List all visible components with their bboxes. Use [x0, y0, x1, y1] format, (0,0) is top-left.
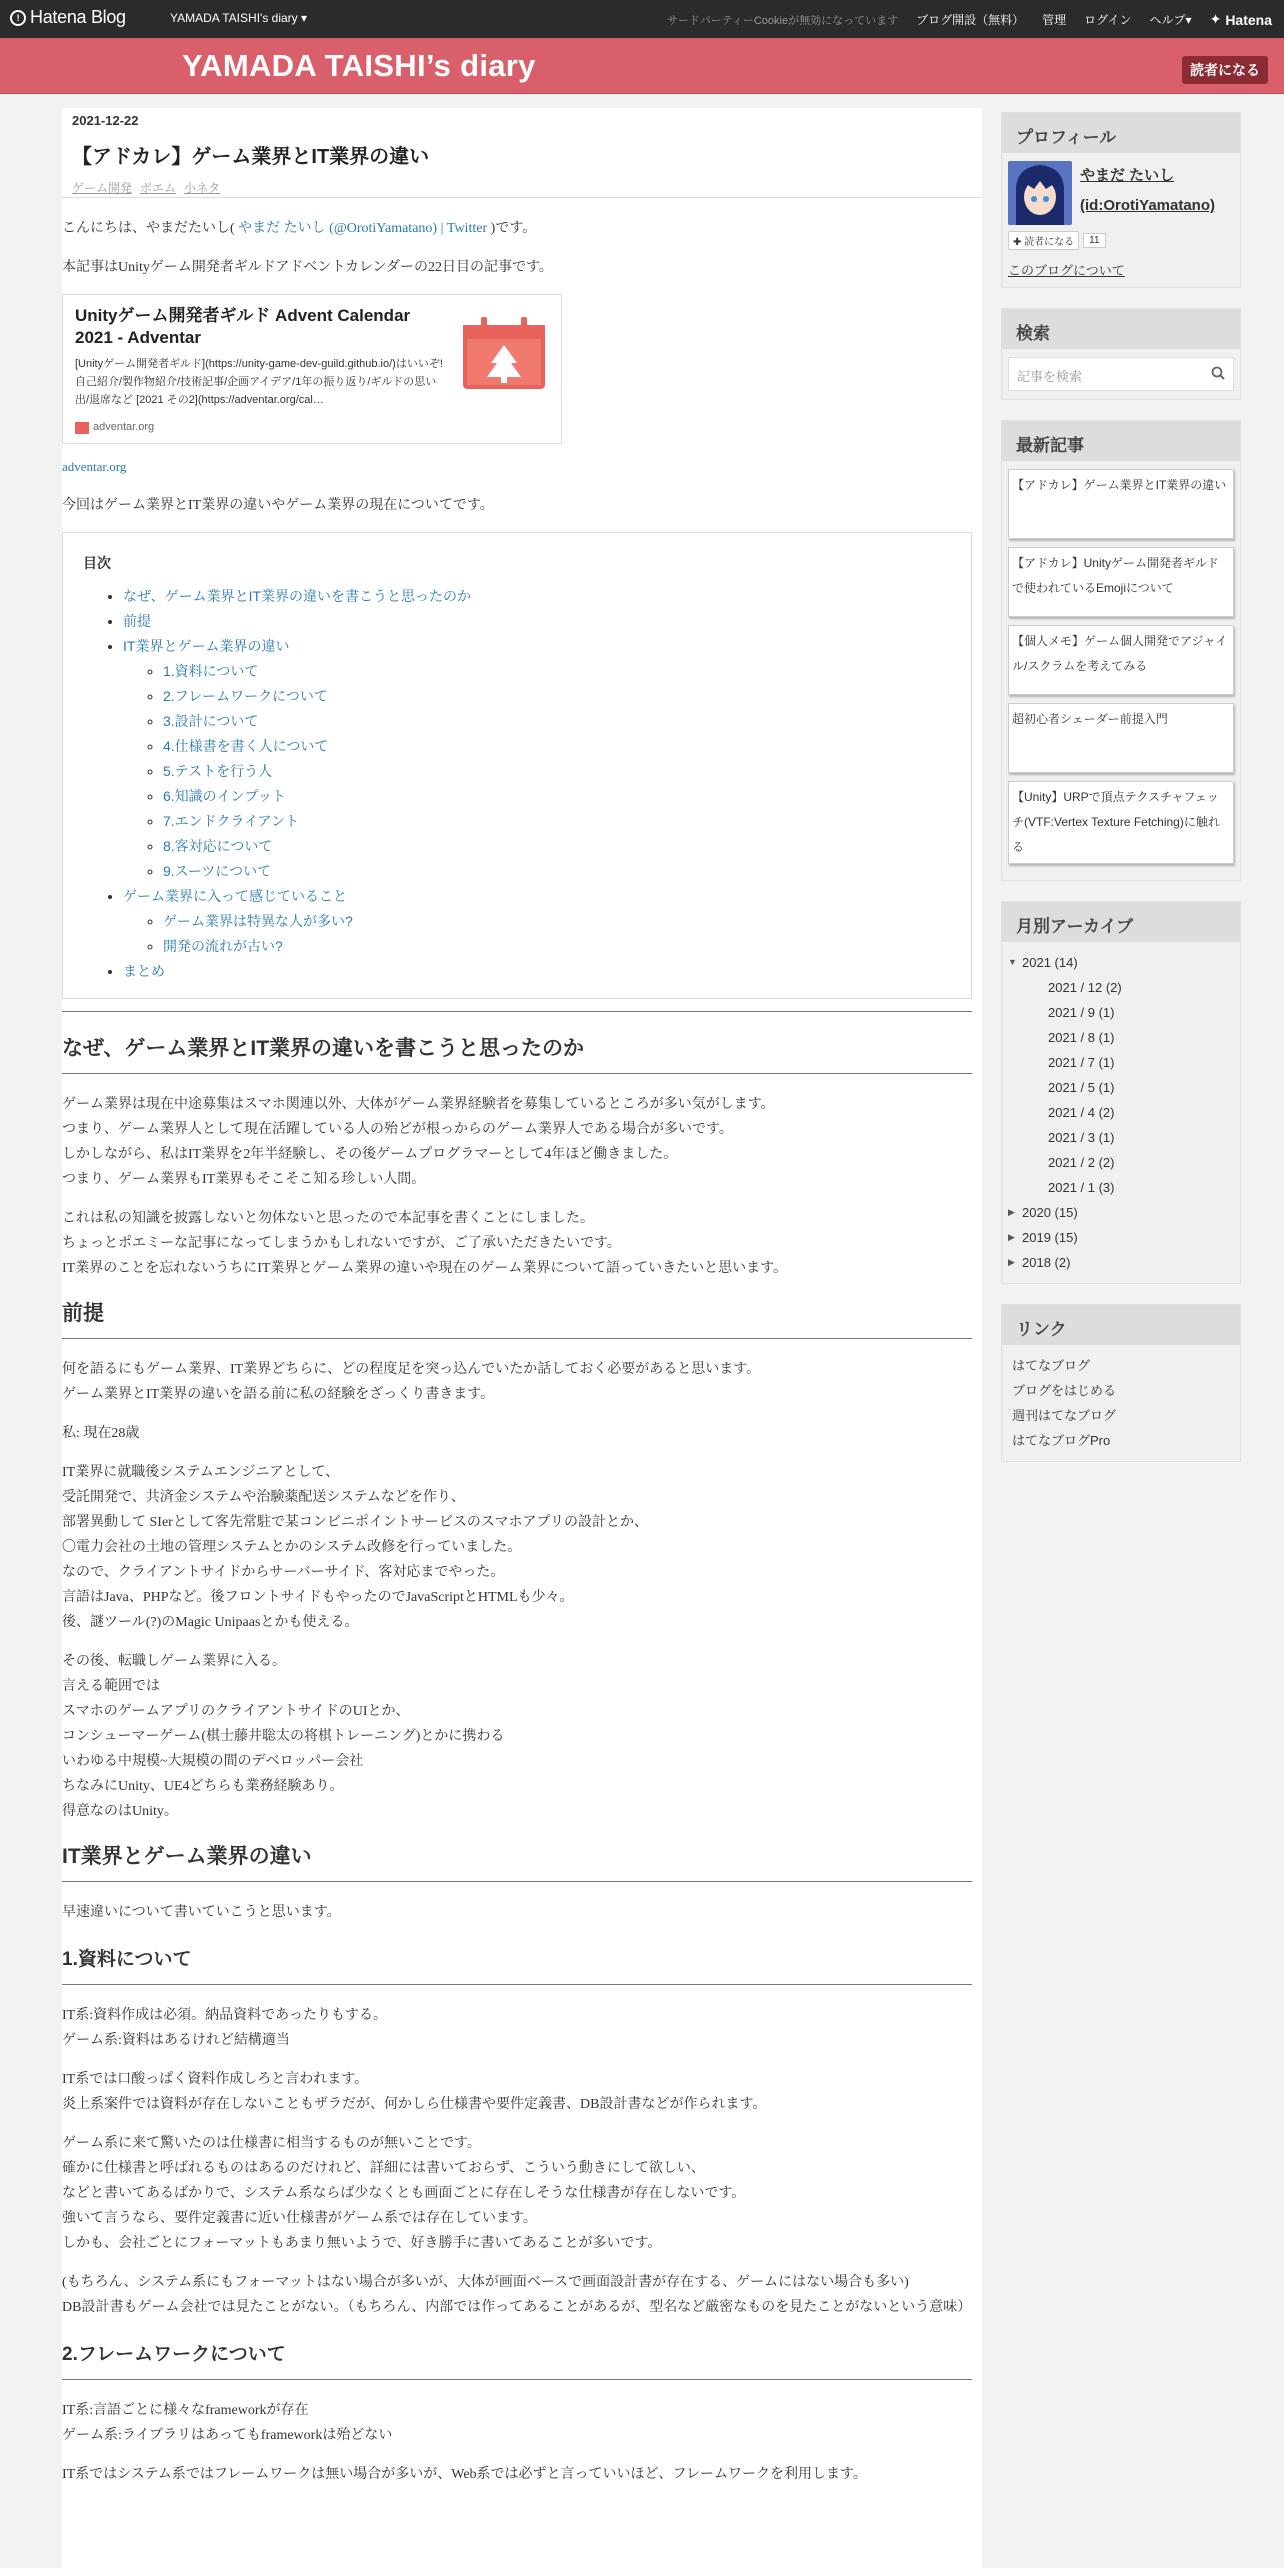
text-line: 何を語るにもゲーム業界、IT業界どちらに、どの程度足を突っ込んでいたか話しておく必要があると思います。 — [62, 1362, 761, 1377]
toc-link[interactable]: 7.エンドクライアント — [163, 813, 299, 829]
profile-module — [1001, 112, 1241, 288]
toc-subitem — [163, 834, 951, 859]
links-module — [1001, 1304, 1241, 1462]
text-line: (もちろん、システム系にもフォーマットはない場合が多いが、大体が画面ベースで画面設計書が存在する、ゲームにはない場合も多い) — [62, 2275, 909, 2290]
text-line: しかも、会社ごとにフォーマットもあまり無いようで、好き勝手に書いてあることが多いです。 — [62, 2236, 662, 2251]
card-site-label: adventar.org — [93, 421, 155, 433]
toc-title: 目次 — [83, 555, 111, 571]
text-line: DB設計書もゲーム会社では見たことがない。（もちろん、内部では作ってあることがあるが、型名など厳密なものを見たことがないという意味） — [62, 2300, 972, 2315]
archive-year[interactable] — [1008, 950, 1234, 975]
search-placeholder: 記事を検索 — [1017, 369, 1083, 384]
toc-item — [123, 609, 951, 634]
module-title: 検索 — [1002, 309, 1240, 349]
category-link[interactable]: 小ネタ — [184, 181, 221, 195]
sidebar-link[interactable]: ブログをはじめる — [1012, 1383, 1117, 1398]
category-link[interactable]: ポエム — [140, 181, 177, 195]
text-line: IT系では口酸っぱく資料作成しろと言われます。 — [62, 2072, 369, 2087]
blog-title[interactable]: YAMADA TAISHI’s diary — [182, 48, 536, 83]
text-line: つまり、ゲーム業界人として現在活躍している人の殆どが根っからのゲーム業界人である場合が多いです。 — [62, 1122, 733, 1137]
text-line: ちなみにUnity、UE4どちらも業務経験あり。 — [62, 1779, 344, 1794]
paragraph — [62, 1649, 972, 1824]
toc-link[interactable]: 5.テストを行う人 — [163, 763, 273, 779]
toc-item — [123, 959, 951, 984]
login-link[interactable]: ログイン — [1084, 13, 1132, 27]
archive-month-link[interactable]: 2021 / 8 (1) — [1048, 1030, 1115, 1045]
search-icon[interactable] — [1211, 366, 1225, 380]
paragraph — [62, 2270, 972, 2320]
cookie-notice[interactable]: サードパーティーCookieが無効になっています — [666, 14, 899, 27]
caret-down-icon: ▾ — [1185, 13, 1192, 27]
text-line: いわゆる中規模~大規模の間のデベロッパー会社 — [62, 1754, 364, 1769]
card-description: [Unityゲーム開発者ギルド](https://unity-game-dev-guild.github.io/)はいいぞ!自己紹介/製作物紹介/技術記事/企画アイデア/1年の振り返り/ギルドの思い出/退席など [2021 その2](https://adventar.org/cal… — [75, 358, 443, 406]
recent-entry-link[interactable]: 【アドカレ】ゲーム業界とIT業界の違い — [1008, 469, 1234, 539]
category-link[interactable]: ゲーム開発 — [72, 181, 133, 195]
toc-link[interactable]: 8.客対応について — [163, 838, 273, 854]
text-line: ゲーム業界は現在中途募集はスマホ関連以外、大体がゲーム業界経験者を募集しているところが多い気がします。 — [62, 1097, 775, 1112]
hatena-logo-icon: ! — [10, 10, 26, 26]
intro-paragraph: 本記事はUnityゲーム開発者ギルドアドベントカレンダーの22日目の記事です。 — [62, 260, 553, 275]
archive-year[interactable] — [1008, 1200, 1234, 1225]
paragraph — [62, 1900, 972, 1925]
text-line: コンシューマーゲーム(棋士藤井聡太の将棋トレーニング)とかに携わる — [62, 1729, 505, 1744]
card-link-para — [62, 454, 972, 479]
text-line: IT系:言語ごとに様々なframeworkが存在 — [62, 2403, 309, 2418]
paragraph — [62, 1357, 972, 1407]
subscribe-small-button[interactable] — [1008, 231, 1079, 250]
recent-entries-module — [1001, 420, 1241, 881]
toc-list — [83, 584, 951, 984]
profile-id[interactable]: (id:OrotiYamatano) — [1080, 197, 1216, 214]
text-line: 私: 現在28歳 — [62, 1426, 140, 1441]
text-line: これは私の知識を披露しないと勿体ないと思ったので本記事を書くことにしました。 — [62, 1211, 594, 1226]
section-heading: IT業界とゲーム業界の違い — [62, 1844, 972, 1882]
text-line: などと書いてあるばかりで、システム系ならば少なくとも画面ごとに存在しそうな仕様書が存在しないです。 — [62, 2186, 746, 2201]
toc-link[interactable]: 6.知識のインプット — [163, 788, 286, 804]
toc-link[interactable]: IT業界とゲーム業界の違い — [123, 638, 290, 654]
text-line: 言える範囲では — [62, 1679, 160, 1694]
divider — [62, 1011, 972, 1012]
hatena-link[interactable] — [1210, 11, 1272, 28]
help-label: ヘルプ — [1149, 13, 1186, 27]
toc-subitem — [163, 759, 951, 784]
favicon-icon — [75, 422, 89, 434]
paragraph — [62, 1206, 972, 1281]
text-line: 〇電力会社の土地の管理システムとかのシステム改修を行っていました。 — [62, 1540, 522, 1555]
paragraph — [62, 1421, 972, 1446]
hatena-mark-icon: ✦ — [1209, 11, 1222, 27]
admin-link[interactable]: 管理 — [1042, 13, 1067, 27]
archive-month-link[interactable]: 2021 / 9 (1) — [1048, 1005, 1115, 1020]
caret-down-icon: ▾ — [301, 11, 308, 25]
sidebar — [1001, 112, 1241, 1482]
help-menu[interactable] — [1150, 11, 1192, 28]
text-line: ゲーム系:資料はあるけれど結構適当 — [62, 2033, 290, 2048]
subscribe-button[interactable]: 読者になる — [1182, 56, 1268, 84]
hatena-blog-logo[interactable] — [10, 7, 126, 28]
recent-entry-link[interactable]: 【Unity】URPで頂点テクスチャフェッチ(VTF:Vertex Texture Fetching)に触れる — [1008, 781, 1234, 864]
archive-month-link[interactable]: 2021 / 7 (1) — [1048, 1055, 1115, 1070]
text-line: IT業界のことを忘れないうちにIT業界とゲーム業界の違いや現在のゲーム業界について語っていきたいと思います。 — [62, 1261, 788, 1276]
toc-subitem — [163, 809, 951, 834]
text-line: ちょっとポエミーな記事になってしまうかもしれないですが、ご了承いただきたいです。 — [62, 1236, 621, 1251]
logo-text: Hatena Blog — [30, 7, 126, 27]
table-of-contents — [62, 532, 972, 999]
archive-year[interactable] — [1008, 1225, 1234, 1250]
section-heading: なぜ、ゲーム業界とIT業界の違いを書こうと思ったのか — [62, 1036, 972, 1074]
recent-entry-link[interactable]: 超初心者シェーダー前提入門 — [1008, 703, 1234, 773]
module-title: リンク — [1002, 1305, 1240, 1345]
triangle-right-icon[interactable]: ▶ — [1008, 1232, 1015, 1242]
triangle-down-icon[interactable]: ▼ — [1008, 957, 1017, 967]
divider — [62, 197, 982, 198]
toc-item — [123, 584, 951, 609]
triangle-right-icon[interactable]: ▶ — [1008, 1257, 1015, 1267]
paragraph — [62, 2131, 972, 2256]
toc-subitem — [163, 659, 951, 684]
intro-text: )です。 — [490, 221, 537, 236]
entry-content — [62, 216, 972, 2501]
entry-categories — [72, 179, 220, 196]
text-line: 得意なのはUnity。 — [62, 1804, 178, 1819]
profile-name[interactable]: やまだ たいし — [1080, 167, 1175, 184]
paragraph — [62, 1460, 972, 1635]
archive-year-label: 2021 (14) — [1022, 955, 1078, 970]
entry-date[interactable]: 2021-12-22 — [72, 113, 139, 128]
paragraph — [62, 1092, 972, 1192]
search-input[interactable] — [1008, 357, 1234, 391]
sidebar-link[interactable]: 週刊はてなブログ — [1012, 1408, 1117, 1423]
text-line: ゲーム系:ライブラリはあってもframeworkは殆どない — [62, 2428, 393, 2443]
text-line: 炎上系案件では資料が存在しないこともザラだが、何かしら仕様書や要件定義書、DB設計書などが作られます。 — [62, 2097, 767, 2112]
text-line: IT系ではシステム系ではフレームワークは無い場合が多いが、Web系では必ずと言っていいほど、フレームワークを利用します。 — [62, 2467, 867, 2482]
entry-title[interactable]: 【アドカレ】ゲーム業界とIT業界の違い — [72, 146, 430, 168]
plus-icon: ✚ — [1013, 237, 1025, 248]
blog-selector-label: YAMADA TAISHI's diary — [170, 11, 298, 25]
adventar-link[interactable]: adventar.org — [62, 459, 127, 474]
global-header — [0, 0, 1284, 38]
start-blog-link[interactable]: ブログ開設（無料） — [916, 13, 1025, 27]
toc-link[interactable]: なぜ、ゲーム業界とIT業界の違いを書こうと思ったのか — [123, 588, 472, 604]
card-site — [75, 415, 154, 440]
embed-card[interactable] — [62, 294, 562, 444]
archive-year-label: 2018 (2) — [1022, 1255, 1071, 1270]
toc-link[interactable]: 4.仕様書を書く人について — [163, 738, 329, 754]
recent-entry-link[interactable]: 【個人メモ】ゲーム個人開発でアジャイル/スクラムを考えてみる — [1008, 625, 1234, 695]
text-line: ゲーム業界とIT業界の違いを語る前に私の経験をざっくり書きます。 — [62, 1387, 495, 1402]
toc-sublist — [123, 659, 951, 884]
toc-link[interactable]: 開発の流れが古い? — [163, 938, 283, 954]
text-line: 強いて言うなら、要件定義書に近い仕様書がゲーム系では存在しています。 — [62, 2211, 537, 2226]
text-line: ゲーム系に来て驚いたのは仕様書に相当するものが無いことです。 — [62, 2136, 481, 2151]
intro-paragraph: 今回はゲーム業界とIT業界の違いやゲーム業界の現在についてです。 — [62, 498, 494, 513]
triangle-right-icon[interactable]: ▶ — [1008, 1207, 1015, 1217]
toc-item — [123, 884, 951, 959]
toc-subitem — [163, 709, 951, 734]
archive-month-link[interactable]: 2021 / 5 (1) — [1048, 1080, 1115, 1095]
toc-link[interactable]: 3.設計について — [163, 713, 259, 729]
module-title: 月別アーカイブ — [1002, 902, 1240, 942]
text-line: 言語はJava、PHPなど。後フロントサイドもやったのでJavaScriptとHTMLも少々。 — [62, 1590, 574, 1605]
text-line: その後、転職しゲーム業界に入る。 — [62, 1654, 286, 1669]
archive-year[interactable] — [1008, 1250, 1234, 1275]
section-heading: 前提 — [62, 1301, 972, 1339]
toc-link[interactable]: 9.スーツについて — [163, 863, 272, 879]
sidebar-link[interactable]: はてなブログ — [1012, 1358, 1091, 1373]
toc-link[interactable]: ゲーム業界に入って感じていること — [123, 888, 347, 904]
toc-link[interactable]: 2.フレームワークについて — [163, 688, 328, 704]
archive-month-link[interactable]: 2021 / 1 (3) — [1048, 1180, 1115, 1195]
avatar[interactable] — [1008, 161, 1072, 225]
toc-link[interactable]: まとめ — [123, 963, 165, 979]
text-line: スマホのゲームアプリのクライアントサイドのUIとか、 — [62, 1704, 410, 1719]
avatar-image-icon — [1008, 161, 1072, 225]
toc-subitem — [163, 684, 951, 709]
paragraph — [62, 2462, 972, 2487]
hatena-label: Hatena — [1225, 11, 1272, 28]
toc-subitem — [163, 784, 951, 809]
toc-subitem — [163, 909, 951, 934]
toc-link[interactable]: 前提 — [123, 613, 151, 629]
archive-month-link[interactable]: 2021 / 12 (2) — [1048, 980, 1122, 995]
blog-selector[interactable] — [170, 11, 307, 25]
card-title[interactable]: Unityゲーム開発者ギルド Advent Calendar 2021 - Adventar — [75, 306, 411, 347]
text-line: しかしながら、私はIT業界を2年半経験し、その後ゲームプログラマーとして4年ほど働きました。 — [62, 1147, 678, 1162]
toc-sublist — [123, 909, 951, 959]
paragraph — [62, 2003, 972, 2053]
calendar-tree-icon — [461, 315, 547, 391]
twitter-link[interactable]: やまだ たいし (@OrotiYamatano) | Twitter — [234, 221, 491, 236]
subsection-heading: 2.フレームワークについて — [62, 2342, 972, 2380]
text-line: IT系:資料作成は必須。納品資料であったりもする。 — [62, 2008, 387, 2023]
intro-paragraph — [62, 216, 972, 241]
archive-module — [1001, 901, 1241, 1284]
paragraph — [62, 2398, 972, 2448]
module-title: プロフィール — [1002, 113, 1240, 153]
archive-month-link[interactable]: 2021 / 2 (2) — [1048, 1155, 1115, 1170]
archive-month-link[interactable]: 2021 / 3 (1) — [1048, 1130, 1115, 1145]
text-line: 部署異動して SIerとして客先常駐で某コンビニポイントサービスのスマホアプリの設計とか、 — [62, 1515, 648, 1530]
text-line: 早速違いについて書いていこうと思います。 — [62, 1905, 341, 1920]
text-line: なので、クライアントサイドからサーバーサイド、客対応までやった。 — [62, 1565, 505, 1580]
text-line: 確かに仕様書と呼ばれるものはあるのだけれど、詳細には書いておらず、こういう動きにして欲しい、 — [62, 2161, 705, 2176]
text-line: 後、謎ツール(?)のMagic Unipaasとかも使える。 — [62, 1615, 359, 1630]
about-blog-link[interactable]: このブログについて — [1008, 263, 1125, 278]
archive-year-label: 2019 (15) — [1022, 1230, 1078, 1245]
text-line: つまり、ゲーム業界もIT業界もそこそこ知る珍しい人間。 — [62, 1172, 426, 1187]
toc-subitem — [163, 734, 951, 759]
subsection-heading: 1.資料について — [62, 1947, 972, 1985]
subscriber-count[interactable]: 11 — [1083, 233, 1105, 248]
paragraph — [62, 2067, 972, 2117]
search-module — [1001, 308, 1241, 400]
toc-item — [123, 634, 951, 884]
blog-title-band — [0, 38, 1284, 94]
recent-entry-link[interactable]: 【アドカレ】Unityゲーム開発者ギルドで使われているEmojiについて — [1008, 547, 1234, 617]
text-line: IT業界に就職後システムエンジニアとして、 — [62, 1465, 340, 1480]
sidebar-link[interactable]: はてなブログPro — [1012, 1433, 1111, 1448]
toc-link[interactable]: ゲーム業界は特異な人が多い? — [163, 913, 353, 929]
intro-text: こんにちは、やまだたいし( — [62, 221, 235, 236]
archive-month-link[interactable]: 2021 / 4 (2) — [1048, 1105, 1115, 1120]
module-title: 最新記事 — [1002, 421, 1240, 461]
subscribe-small-label: 読者になる — [1024, 237, 1075, 248]
toc-subitem — [163, 934, 951, 959]
text-line: 受託開発で、共済金システムや治験薬配送システムなどを作り、 — [62, 1490, 465, 1505]
toc-subitem — [163, 859, 951, 884]
toc-link[interactable]: 1.資料について — [163, 663, 259, 679]
archive-year-label: 2020 (15) — [1022, 1205, 1078, 1220]
